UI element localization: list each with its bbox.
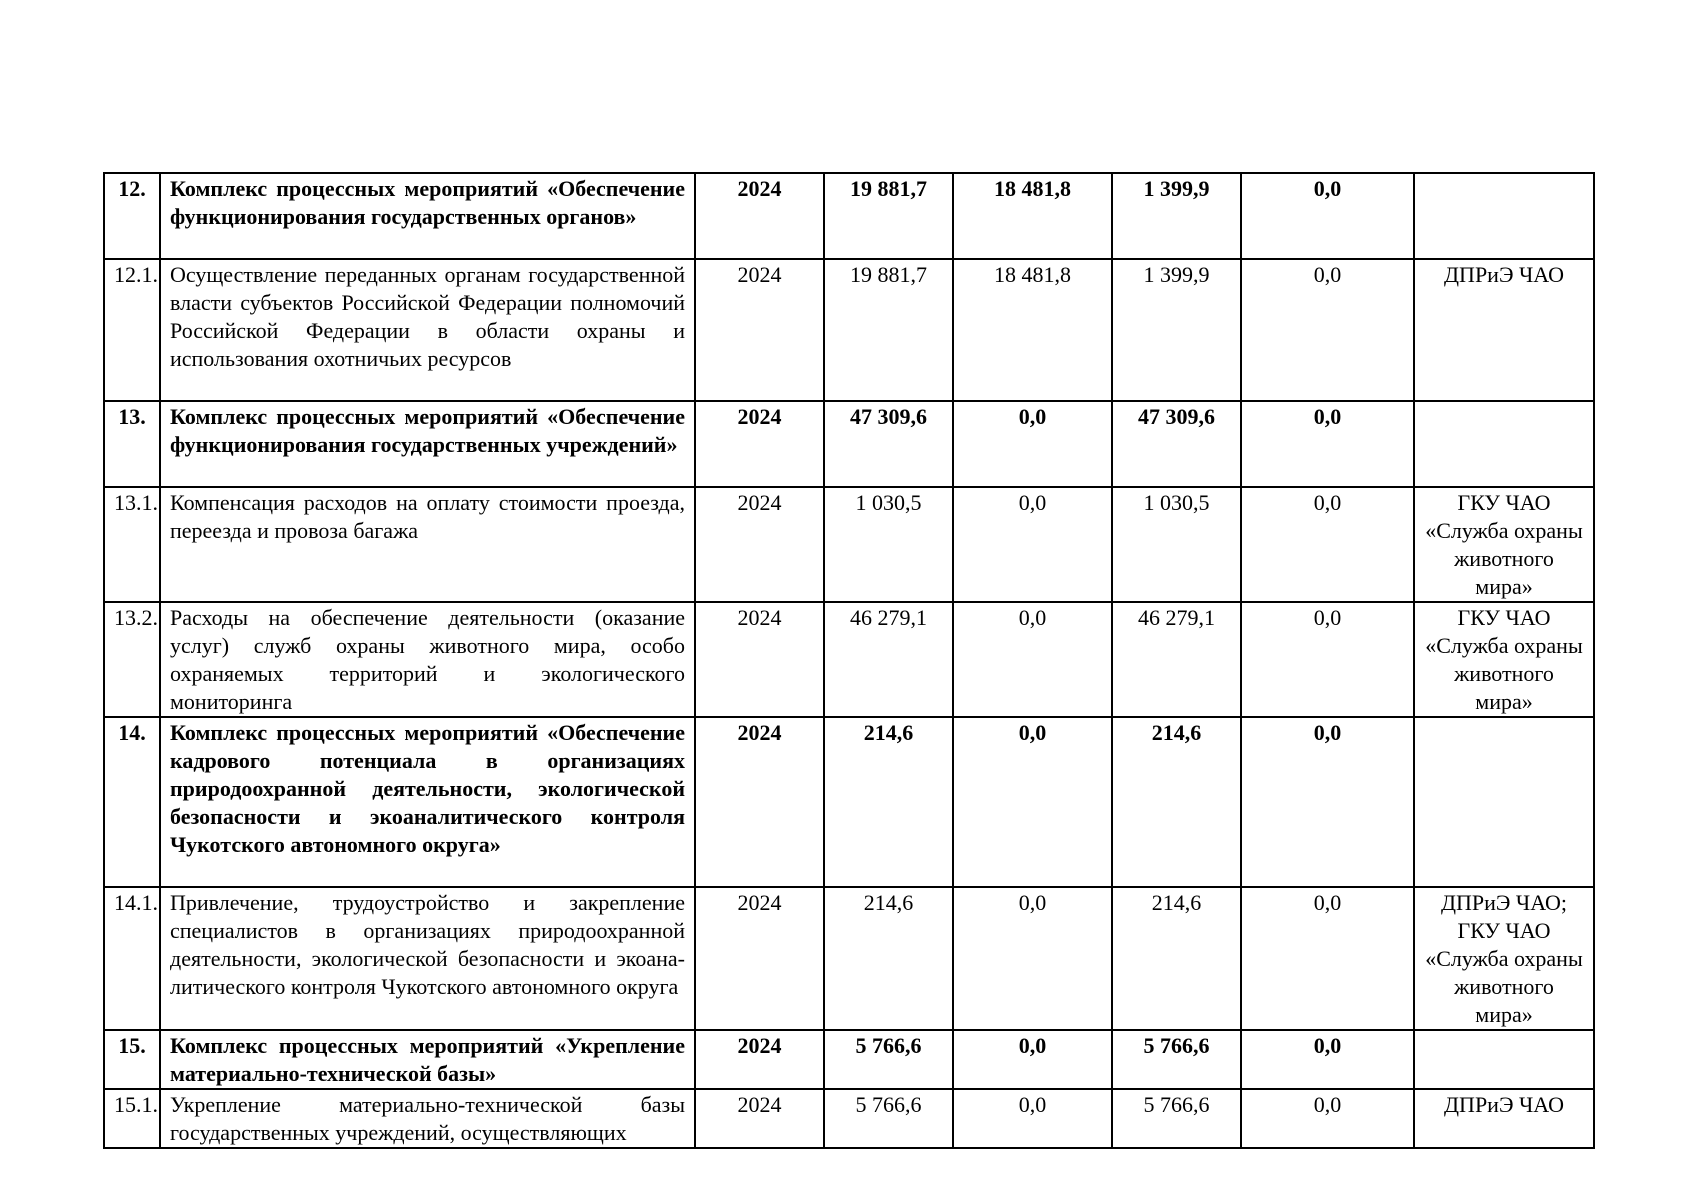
- row-other: 0,0: [1241, 887, 1414, 1030]
- row-executor: [1414, 401, 1594, 487]
- row-okrug: 5 766,6: [1112, 1030, 1241, 1089]
- table-row: [104, 717, 1594, 887]
- table-row: [104, 1089, 1594, 1148]
- row-okrug: 1 030,5: [1112, 487, 1241, 602]
- row-federal: 0,0: [953, 487, 1112, 602]
- row-other: 0,0: [1241, 401, 1414, 487]
- table-row: [104, 401, 1594, 487]
- table-row: [104, 1030, 1594, 1089]
- row-number: 15.1.: [104, 1089, 160, 1148]
- row-executor: ГКУ ЧАО «Служба охраны животного мира»: [1414, 487, 1594, 602]
- row-executor: ДПРиЭ ЧАО: [1414, 1089, 1594, 1148]
- row-name: Комплекс процессных мероприятий «Обеспечение функционирования государственных органов»: [160, 173, 695, 259]
- row-name: Комплекс процессных мероприятий «Обеспечение функционирования государственных учреждений»: [160, 401, 695, 487]
- row-okrug: 1 399,9: [1112, 173, 1241, 259]
- row-year: 2024: [695, 487, 824, 602]
- row-other: 0,0: [1241, 1089, 1414, 1148]
- row-year: 2024: [695, 259, 824, 401]
- table-row: [104, 602, 1594, 717]
- row-okrug: 214,6: [1112, 887, 1241, 1030]
- row-total: 19 881,7: [824, 259, 953, 401]
- row-year: 2024: [695, 1089, 824, 1148]
- table-row: [104, 887, 1594, 1030]
- row-number: 13.: [104, 401, 160, 487]
- row-other: 0,0: [1241, 173, 1414, 259]
- row-executor: ДПРиЭ ЧАО; ГКУ ЧАО «Служба охраны животного мира»: [1414, 887, 1594, 1030]
- row-federal: 0,0: [953, 602, 1112, 717]
- table-row: [104, 173, 1594, 259]
- row-okrug: 214,6: [1112, 717, 1241, 887]
- row-federal: 0,0: [953, 1089, 1112, 1148]
- row-executor: ГКУ ЧАО «Служба охраны животного мира»: [1414, 602, 1594, 717]
- row-year: 2024: [695, 602, 824, 717]
- row-total: 214,6: [824, 887, 953, 1030]
- row-total: 1 030,5: [824, 487, 953, 602]
- row-name: Компенсация расходов на оплату стоимости проезда, переезда и провоза багажа: [160, 487, 695, 602]
- row-federal: 0,0: [953, 1030, 1112, 1089]
- row-okrug: 46 279,1: [1112, 602, 1241, 717]
- row-executor: [1414, 1030, 1594, 1089]
- row-name: Комплекс процессных мероприятий «Обеспечение кадрового потенциала в организациях природоохранной деятельности, экологической безопасности и экоаналитического контроля Чукотского автономного округа»: [160, 717, 695, 887]
- row-okrug: 47 309,6: [1112, 401, 1241, 487]
- row-total: 46 279,1: [824, 602, 953, 717]
- row-executor: ДПРиЭ ЧАО: [1414, 259, 1594, 401]
- row-number: 12.1.: [104, 259, 160, 401]
- row-year: 2024: [695, 1030, 824, 1089]
- table-row: [104, 259, 1594, 401]
- row-federal: 18 481,8: [953, 173, 1112, 259]
- row-okrug: 5 766,6: [1112, 1089, 1241, 1148]
- row-number: 13.2.: [104, 602, 160, 717]
- row-number: 12.: [104, 173, 160, 259]
- row-name: Расходы на обеспечение деятельности (оказание услуг) служб охраны животного мира, особо охраняемых территорий и экологического мониторинга: [160, 602, 695, 717]
- row-okrug: 1 399,9: [1112, 259, 1241, 401]
- row-name: Комплекс процессных мероприятий «Укрепление материально-технической базы»: [160, 1030, 695, 1089]
- table-row: [104, 487, 1594, 602]
- budget-table: [103, 172, 1595, 1149]
- row-federal: 18 481,8: [953, 259, 1112, 401]
- row-federal: 0,0: [953, 717, 1112, 887]
- row-other: 0,0: [1241, 259, 1414, 401]
- row-number: 14.1.: [104, 887, 160, 1030]
- row-number: 15.: [104, 1030, 160, 1089]
- row-total: 47 309,6: [824, 401, 953, 487]
- row-year: 2024: [695, 887, 824, 1030]
- row-year: 2024: [695, 401, 824, 487]
- row-total: 19 881,7: [824, 173, 953, 259]
- row-other: 0,0: [1241, 1030, 1414, 1089]
- row-other: 0,0: [1241, 717, 1414, 887]
- row-number: 14.: [104, 717, 160, 887]
- row-total: 5 766,6: [824, 1089, 953, 1148]
- row-executor: [1414, 717, 1594, 887]
- row-other: 0,0: [1241, 602, 1414, 717]
- row-total: 5 766,6: [824, 1030, 953, 1089]
- row-federal: 0,0: [953, 887, 1112, 1030]
- row-total: 214,6: [824, 717, 953, 887]
- row-name: Укрепление материально-технической базы государственных учреждений, осуществляющих: [160, 1089, 695, 1148]
- row-other: 0,0: [1241, 487, 1414, 602]
- row-name: Привлечение, трудоустройство и закрепление специалистов в организациях природоохранной деятельности, экологической безопасности и экоана-литического контроля Чукотского автономного округа: [160, 887, 695, 1030]
- row-executor: [1414, 173, 1594, 259]
- row-number: 13.1.: [104, 487, 160, 602]
- row-name: Осуществление переданных органам государственной власти субъектов Российской Федерации полномочий Российской Федерации в области охраны и использования охотничьих ресурсов: [160, 259, 695, 401]
- row-federal: 0,0: [953, 401, 1112, 487]
- row-year: 2024: [695, 173, 824, 259]
- row-year: 2024: [695, 717, 824, 887]
